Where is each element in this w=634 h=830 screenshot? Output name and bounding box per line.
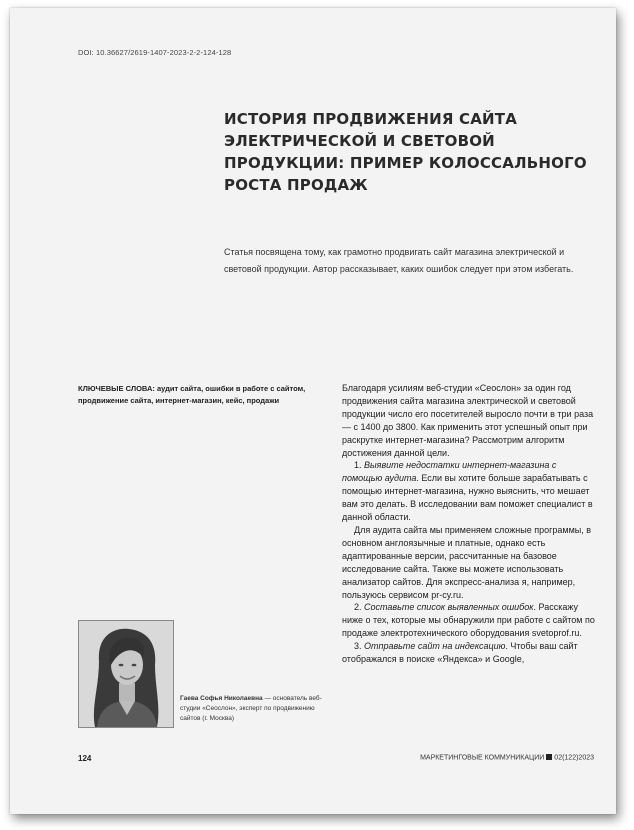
body-paragraph [342, 640, 598, 666]
list-text: . Расскажу ниже о тех, которые мы обнаружили при работе с сайтом по продаже электротехнического оборудования svetoprof.ru. [342, 602, 595, 639]
article-body [342, 382, 598, 666]
square-separator-icon [546, 754, 552, 760]
article-abstract: Статья посвящена тому, как грамотно продвигать сайт магазина электрической и световой продукции. Автор рассказывает, каких ошибок следует при этом избегать. [224, 247, 574, 274]
journal-page [10, 8, 616, 814]
author-name: Гаева Софья Николаевна [180, 695, 263, 702]
author-description: — основатель веб-студии «Сеослон», эксперт по продвижению сайтов (г. Москва) [180, 695, 322, 722]
author-photo [78, 620, 174, 728]
body-paragraph [342, 601, 598, 640]
list-text: . Чтобы ваш сайт отображался в поиске «Яндекса» и Google, [342, 641, 578, 665]
author-info [180, 694, 332, 724]
body-paragraph: Благодаря усилиям веб-студии «Сеослон» за один год продвижения сайта магазина электрической и световой продукции число его посетителей выросло почти в три раза — с 1400 до 3800. Как применить этот успешный опыт при раскрутке интернет-магазина? Рассмотрим алгоритм достижения данной цели. [342, 383, 594, 458]
list-text: . Если вы хотите больше зарабатывать с помощью интернет-магазина, нужно выяснить, что мешает вам это делать. В исследовании вам поможет специалист в данной области. [342, 473, 593, 523]
issue-number: 02(122)2023 [554, 754, 594, 762]
list-number: 3. [354, 641, 365, 652]
list-heading: Составьте список выявленных ошибок [364, 602, 534, 613]
keywords-text: аудит сайта, ошибки в работе с сайтом, продвижение сайта, интернет-магазин, кейс, продажи [78, 384, 306, 405]
body-paragraph: Для аудита сайта мы применяем сложные программы, в основном англоязычные и платные, однако есть адаптированные версии, рассчитанные на базовое исследование сайта. Также вы можете использовать анализатор сайтов. Для экспресс-анализа я, например, пользуюсь сервисом pr-cy.ru. [342, 524, 592, 600]
body-paragraph [342, 459, 598, 524]
list-number: 1. [354, 460, 365, 471]
journal-footer [420, 754, 594, 762]
keywords-block [78, 383, 310, 407]
journal-name: МАРКЕТИНГОВЫЕ КОММУНИКАЦИИ [420, 754, 545, 762]
article-title: ИСТОРИЯ ПРОДВИЖЕНИЯ САЙТА ЭЛЕКТРИЧЕСКОЙ И СВЕТОВОЙ ПРОДУКЦИИ: ПРИМЕР КОЛОССАЛЬНОГО РОСТА ПРОДАЖ [224, 110, 587, 194]
list-number: 2. [354, 602, 365, 613]
doi-line: DOI: 10.36627/2619-1407-2023-2-2-124-128 [78, 48, 232, 57]
page-number: 124 [78, 754, 92, 763]
list-heading: Выявите недостатки интернет-магазина с помощью аудита [342, 460, 557, 484]
keywords-label: КЛЮЧЕВЫЕ СЛОВА: [78, 384, 155, 393]
list-heading: Отправьте сайт на индексацию [364, 641, 506, 652]
